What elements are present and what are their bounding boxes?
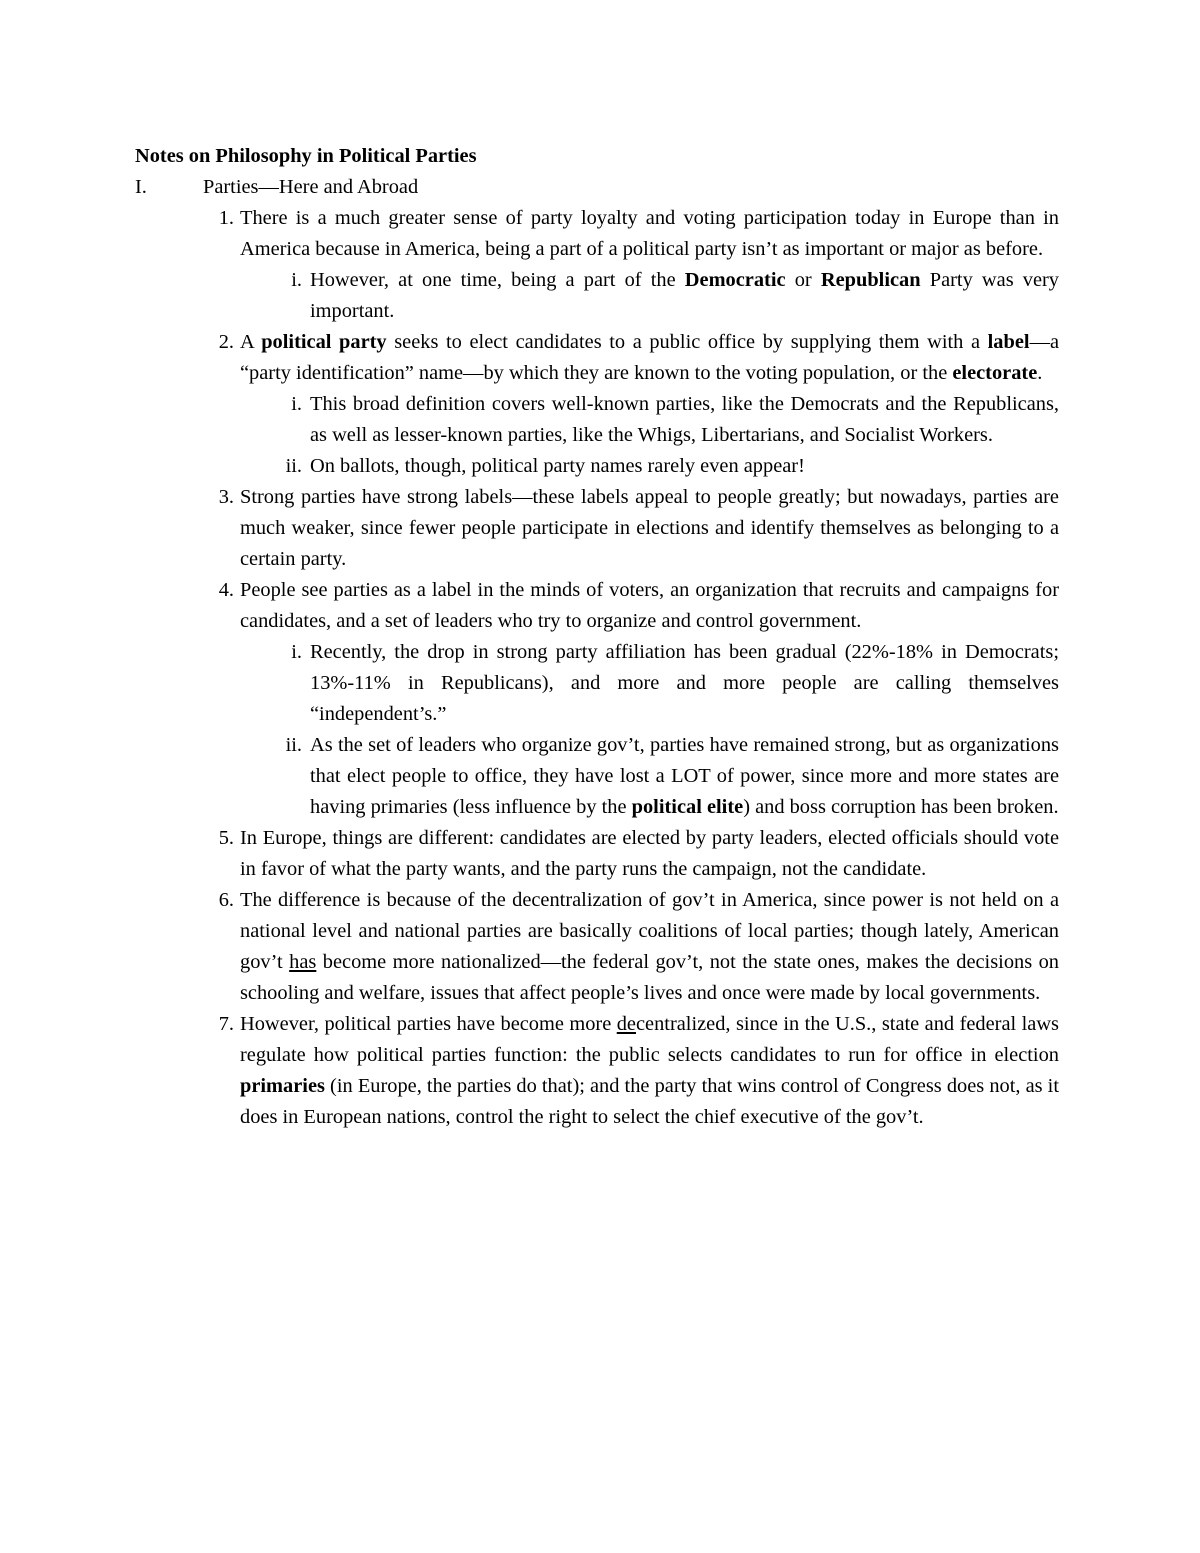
text-run: centralized, since in the U.S., state and federal laws regulate how political parties function: the public selects candidates to run for office in election: [240, 1013, 1059, 1066]
list-marker: 3.: [218, 486, 234, 508]
list-item-4: [218, 575, 1059, 637]
text-run: (in Europe, the parties do that); and the party that wins control of Congress does not, as it does in European nations, control the right to select the chief executive of the gov’t.: [240, 1075, 1059, 1128]
text-run: ) and boss corruption has been broken.: [743, 796, 1059, 818]
term-democratic: Democratic: [684, 269, 786, 291]
list-marker: 7.: [218, 1013, 234, 1035]
list-marker: 2.: [218, 331, 234, 353]
list-marker: 6.: [218, 889, 234, 911]
term-electorate: electorate: [952, 362, 1038, 384]
sub-item-4-i: [291, 637, 1059, 730]
sub-item-4-ii: [285, 730, 1059, 823]
list-item-1: [218, 203, 1059, 265]
text-run: seeks to elect candidates to a public office by supplying them with a: [386, 331, 988, 353]
term-label: label: [987, 331, 1030, 353]
item-text: People see parties as a label in the minds of voters, an organization that recruits and campaigns for candidates, and a set of leaders who try to organize and control government.: [240, 579, 1059, 632]
text-run: .: [1037, 362, 1043, 384]
text-run: A: [240, 331, 262, 353]
term-political-party: political party: [261, 331, 387, 353]
text-run: However, political parties have become more: [240, 1013, 617, 1035]
sub-marker: i.: [291, 269, 302, 291]
text-run: become more nationalized—the federal gov’t, not the state ones, makes the decisions on schooling and welfare, issues that affect people’s lives and once were made by local governments.: [240, 951, 1059, 1004]
sub-item-1-i: [291, 265, 1060, 327]
list-marker: 1.: [218, 207, 234, 229]
list-marker: 4.: [218, 579, 234, 601]
sub-item-text: This broad definition covers well-known parties, like the Democrats and the Republicans, as well as lesser-known parties, like the Whigs, Libertarians, and Socialist Workers.: [310, 393, 1059, 446]
list-item-6: [218, 885, 1059, 1009]
document-body: [135, 141, 1059, 1133]
sub-marker: i.: [291, 393, 302, 415]
section-heading: [135, 172, 1059, 203]
list-item-3: [218, 482, 1059, 575]
item-text: In Europe, things are different: candidates are elected by party leaders, elected officials should vote in favor of what the party wants, and the party runs the campaign, not the candidate.: [240, 827, 1059, 880]
sub-item-text: On ballots, though, political party names rarely even appear!: [310, 455, 805, 477]
term-primaries: primaries: [240, 1075, 325, 1097]
sub-marker: i.: [291, 641, 302, 663]
text-run: The difference is because of the decentralization of gov’t in America, since power is not held on a national level and national parties are basically coalitions of local parties; though lately, American gov’t: [240, 889, 1059, 973]
item-text: Strong parties have strong labels—these labels appeal to people greatly; but nowadays, parties are much weaker, since fewer people participate in elections and identify themselves as belonging to a certain party.: [240, 486, 1059, 570]
list-marker: 5.: [218, 827, 234, 849]
sub-item-2-i: [291, 389, 1059, 451]
text-run: Party was very important.: [310, 269, 1060, 322]
section-marker: I.: [135, 176, 147, 198]
sub-marker: ii.: [285, 455, 302, 477]
sub-item-text: Recently, the drop in strong party affiliation has been gradual (22%-18% in Democrats; 13%-11% in Republicans), and more and more people are calling themselves “independent’s.”: [310, 641, 1059, 725]
section-heading-text: Parties—Here and Abroad: [203, 176, 419, 198]
item-text: There is a much greater sense of party loyalty and voting participation today in Europe than in America because in America, being a part of a political party isn’t as important or major as before.: [240, 207, 1059, 260]
list-item-7: [218, 1009, 1059, 1133]
sub-marker: ii.: [285, 734, 302, 756]
underlined-has: has: [289, 951, 317, 973]
term-republican: Republican: [820, 269, 921, 291]
sub-item-2-ii: [285, 451, 1059, 482]
list-item-2: [218, 327, 1060, 389]
text-run: However, at one time, being a part of the: [310, 269, 685, 291]
underlined-de: de: [616, 1013, 636, 1035]
list-item-5: [218, 823, 1059, 885]
text-run: —a “party identification” name—by which they are known to the voting population, or the: [240, 331, 1060, 384]
text-run: or: [785, 269, 821, 291]
text-run: As the set of leaders who organize gov’t, parties have remained strong, but as organizations that elect people to office, they have lost a LOT of power, since more and more states are having primaries (less influence by the: [310, 734, 1059, 818]
document-title: Notes on Philosophy in Political Parties: [135, 145, 477, 167]
term-political-elite: political elite: [631, 796, 744, 818]
